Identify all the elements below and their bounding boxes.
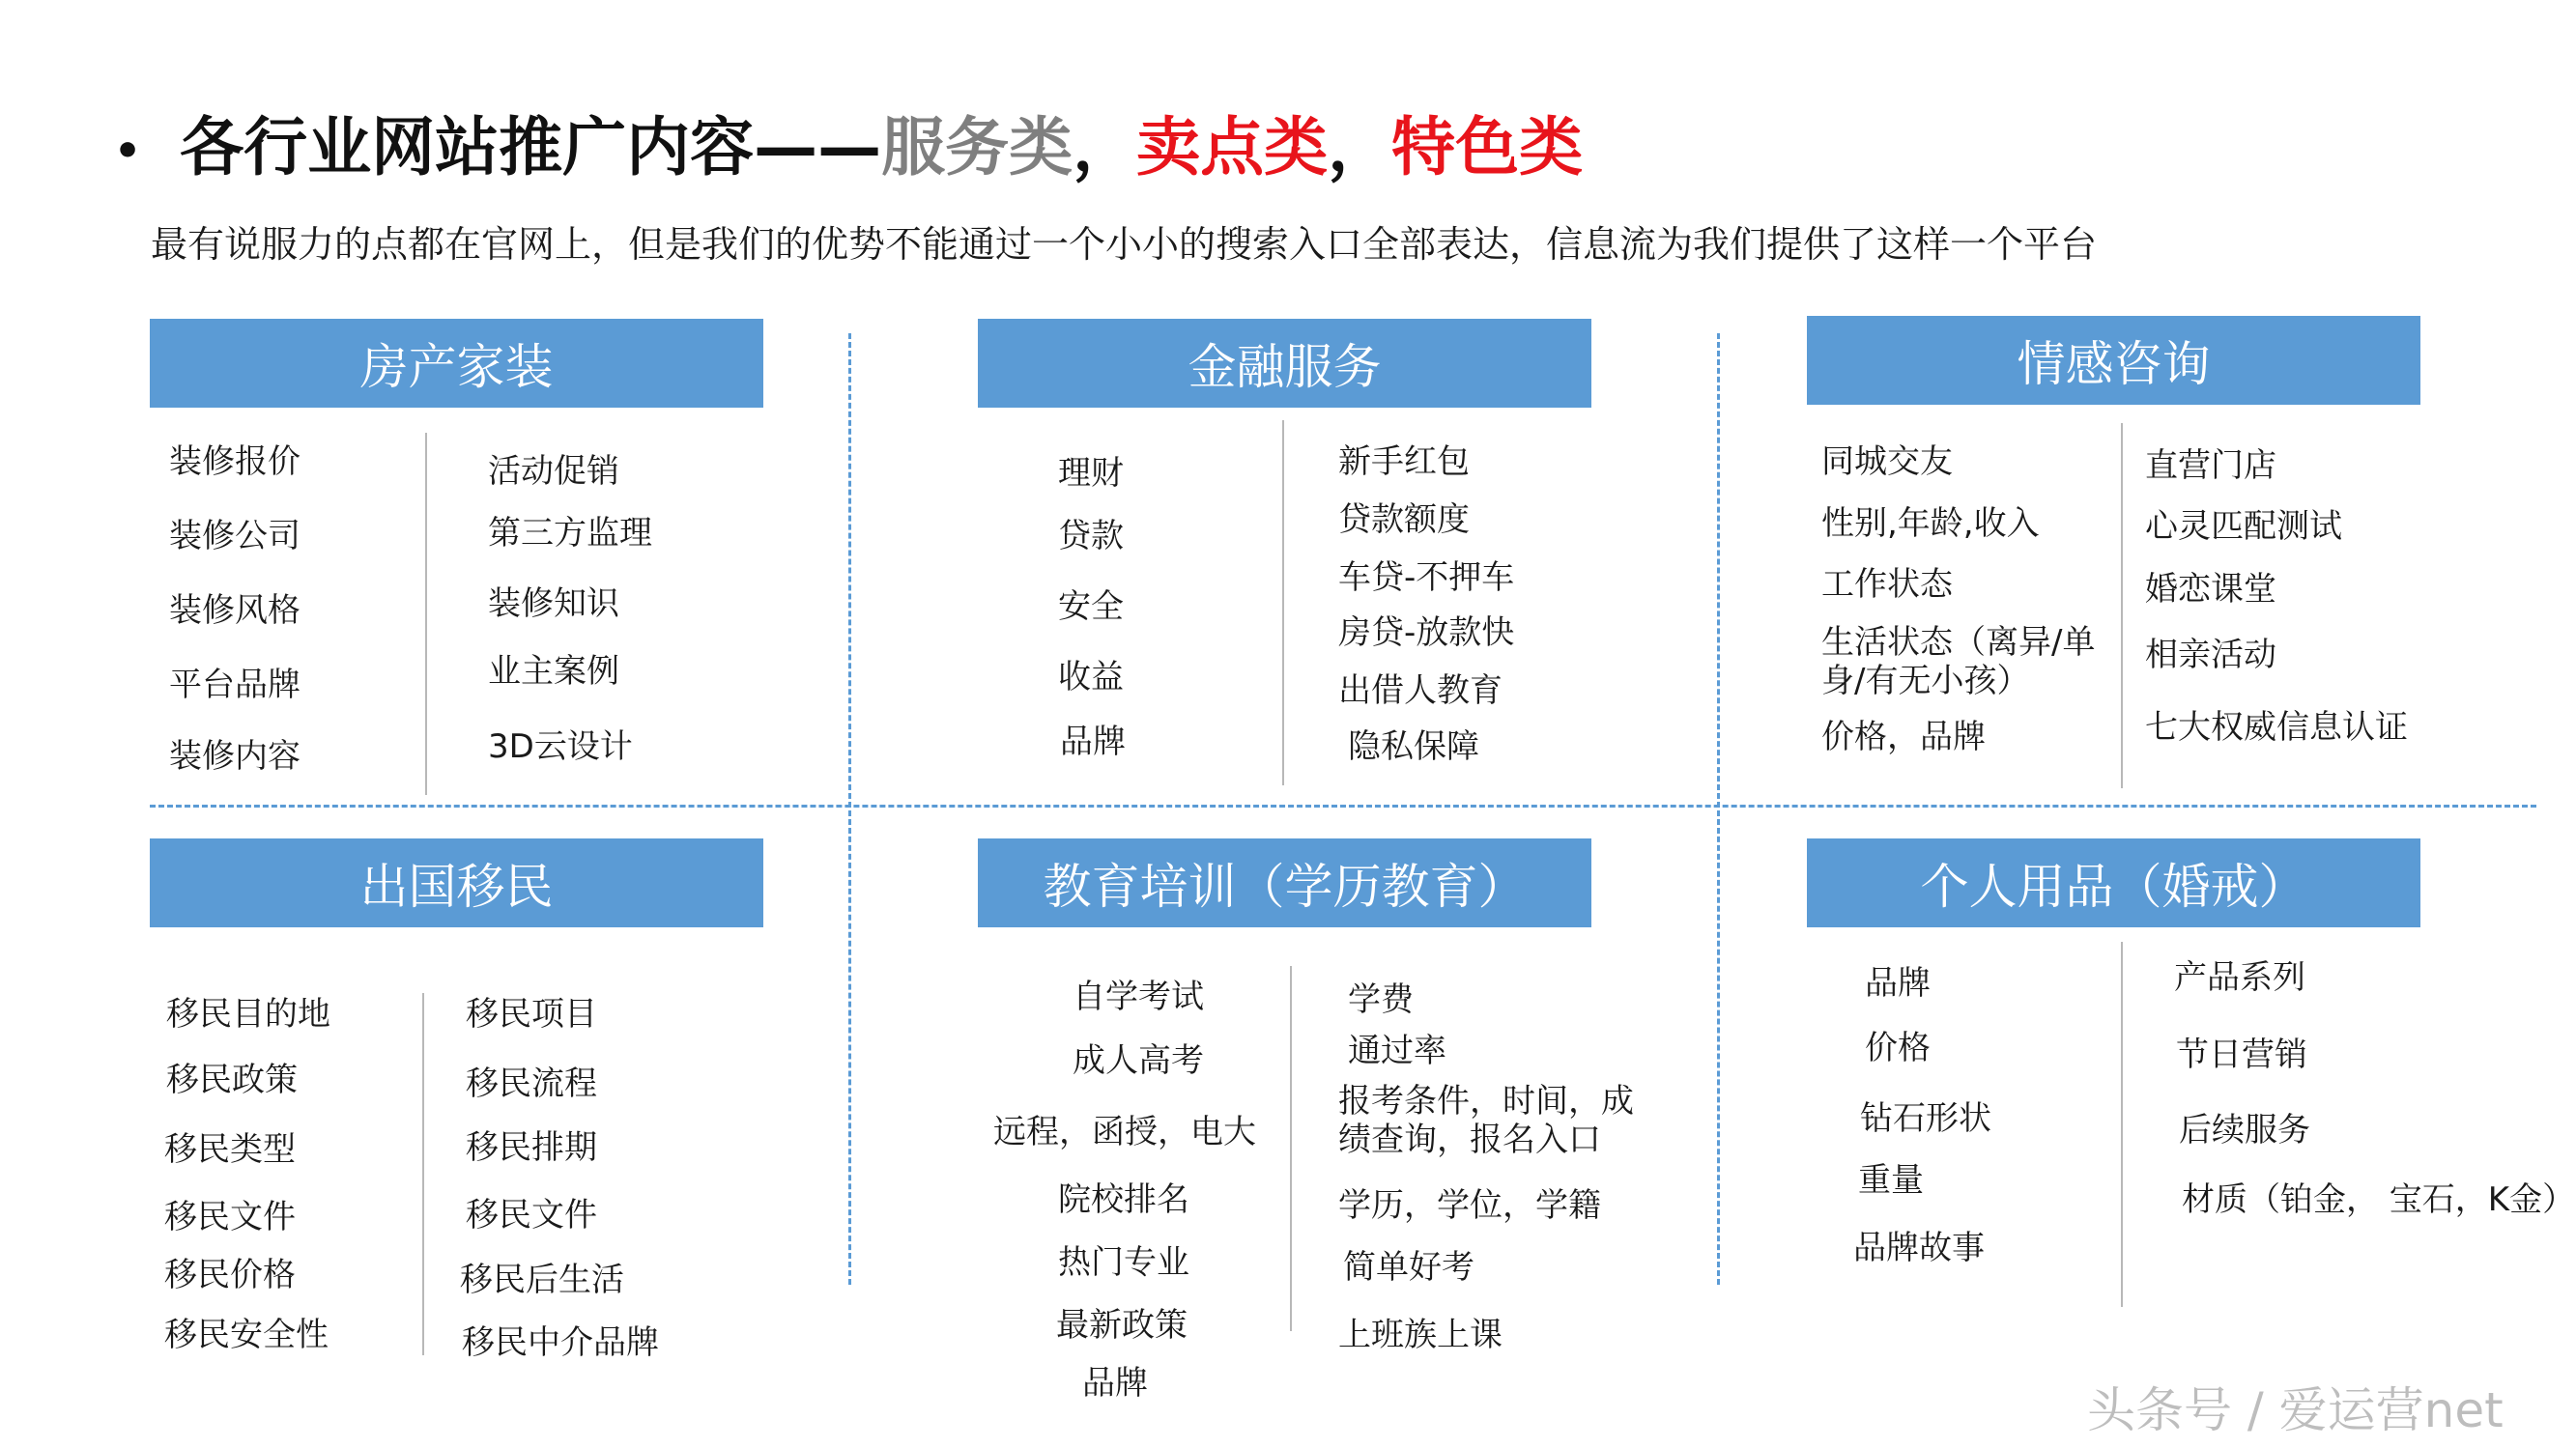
list-item: 移民安全性	[164, 1316, 329, 1354]
category-header-personal-goods: 个人用品（婚戒）	[1807, 838, 2420, 927]
column-divider	[2121, 423, 2123, 788]
list-item: 移民项目	[466, 995, 597, 1034]
list-item: 安全	[1058, 587, 1124, 626]
list-item: 价格	[1865, 1029, 1931, 1067]
list-item: 新手红包	[1338, 442, 1470, 481]
dashed-separator-v2	[1717, 333, 1720, 1285]
column-divider	[422, 993, 424, 1355]
list-item: 上班族上课	[1338, 1316, 1503, 1354]
list-item: 移民后生活	[460, 1261, 624, 1299]
list-item: 工作状态	[1821, 565, 1953, 604]
list-item: 装修报价	[169, 442, 301, 481]
column-divider	[2121, 942, 2123, 1307]
category-header-finance: 金融服务	[978, 319, 1591, 408]
slide-title	[114, 104, 1583, 191]
list-item: 价格，品牌	[1821, 718, 1986, 756]
list-item: 移民价格	[164, 1256, 296, 1294]
list-item: 贷款	[1058, 517, 1124, 555]
category-header-education: 教育培训（学历教育）	[978, 838, 1591, 927]
list-item: 品牌	[1082, 1364, 1148, 1403]
list-item: 热门专业	[1058, 1243, 1189, 1282]
list-item: 品牌	[1060, 723, 1126, 761]
list-item: 车贷-不押车	[1338, 558, 1515, 597]
list-item: 贷款额度	[1338, 500, 1470, 539]
list-item: 后续服务	[2179, 1111, 2310, 1150]
list-item: 装修内容	[169, 737, 301, 776]
list-item: 成人高考	[1073, 1041, 1204, 1080]
list-item: 第三方监理	[488, 514, 652, 553]
title-separator-2: ，	[1328, 110, 1392, 185]
list-item: 报考条件，时间，成绩查询，报名入口	[1338, 1082, 1634, 1159]
list-item: 移民流程	[466, 1065, 597, 1103]
list-item: 钻石形状	[1860, 1099, 1991, 1138]
subtitle: 最有说服力的点都在官网上，但是我们的优势不能通过一个小小的搜索入口全部表达，信息流为我们提供了这样一个平台	[151, 223, 2098, 266]
category-header-immigration: 出国移民	[150, 838, 763, 927]
dashed-separator-h	[150, 805, 2536, 808]
list-item: 移民目的地	[166, 995, 330, 1034]
watermark: 头条号 / 爱运营net	[2087, 1382, 2504, 1438]
list-item: 学费	[1348, 980, 1414, 1019]
column-divider	[1282, 420, 1284, 785]
list-item: 3D云设计	[488, 727, 633, 766]
list-item: 移民排期	[466, 1128, 597, 1167]
list-item: 产品系列	[2174, 958, 2305, 997]
list-item: 装修公司	[169, 517, 301, 555]
list-item: 房贷-放款快	[1338, 613, 1515, 652]
list-item: 性别,年龄,收入	[1821, 504, 2040, 543]
list-item: 移民政策	[166, 1061, 298, 1099]
list-item: 通过率	[1348, 1032, 1446, 1070]
list-item: 远程，函授，电大	[993, 1113, 1256, 1151]
list-item: 学历，学位，学籍	[1338, 1186, 1601, 1225]
title-separator-1: ，	[1073, 110, 1137, 185]
category-header-real-estate: 房产家装	[150, 319, 763, 408]
list-item: 品牌	[1865, 964, 1931, 1003]
list-item: 收益	[1058, 658, 1124, 696]
list-item: 院校排名	[1058, 1180, 1189, 1219]
list-item: 隐私保障	[1348, 727, 1479, 766]
list-item: 品牌故事	[1853, 1229, 1985, 1267]
list-item: 移民文件	[466, 1196, 597, 1235]
category-header-relationship: 情感咨询	[1807, 316, 2420, 405]
list-item: 心灵匹配测试	[2145, 507, 2342, 546]
list-item: 移民类型	[164, 1130, 296, 1169]
list-item: 理财	[1058, 454, 1124, 493]
column-divider	[1290, 966, 1292, 1331]
column-divider	[425, 433, 427, 795]
list-item: 最新政策	[1056, 1306, 1188, 1345]
title-main: 各行业网站推广内容——	[180, 110, 882, 185]
list-item: 婚恋课堂	[2145, 570, 2276, 609]
title-feature: 特色类	[1391, 110, 1584, 185]
list-item: 生活状态（离异/单身/有无小孩）	[1821, 623, 2096, 700]
bullet-icon: •	[114, 126, 142, 176]
list-item: 移民文件	[164, 1198, 296, 1236]
list-item: 移民中介品牌	[462, 1323, 659, 1362]
list-item: 直营门店	[2145, 446, 2276, 485]
list-item: 相亲活动	[2145, 636, 2276, 674]
list-item: 节日营销	[2176, 1036, 2307, 1074]
list-item: 业主案例	[488, 652, 619, 691]
list-item: 简单好考	[1343, 1248, 1474, 1287]
title-selling: 卖点类	[1136, 110, 1329, 185]
list-item: 平台品牌	[169, 666, 301, 704]
list-item: 出借人教育	[1338, 671, 1503, 710]
list-item: 装修风格	[169, 591, 301, 630]
list-item: 七大权威信息认证	[2145, 708, 2408, 747]
list-item: 装修知识	[488, 584, 619, 623]
list-item: 材质（铂金， 宝石，K金）	[2182, 1180, 2576, 1219]
list-item: 活动促销	[488, 452, 619, 491]
list-item: 自学考试	[1073, 978, 1204, 1016]
title-service: 服务类	[881, 110, 1073, 185]
list-item: 同城交友	[1821, 442, 1953, 481]
dashed-separator-v1	[848, 333, 851, 1285]
list-item: 重量	[1858, 1161, 1924, 1200]
